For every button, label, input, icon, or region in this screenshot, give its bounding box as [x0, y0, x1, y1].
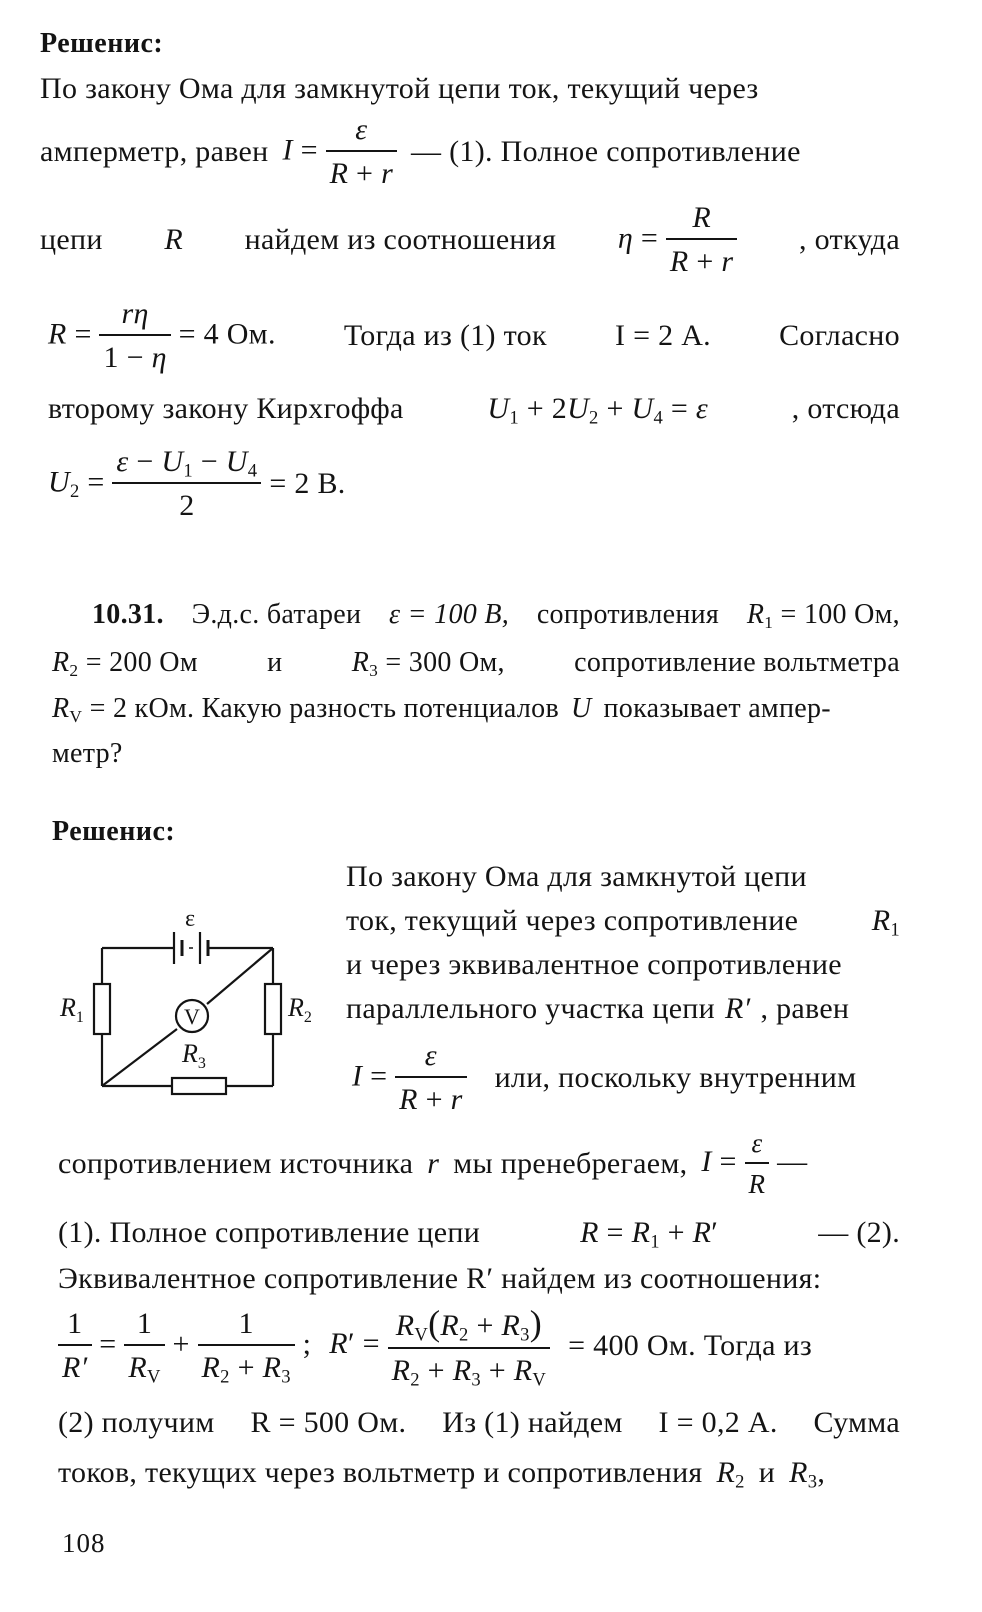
text-line	[48, 386, 900, 432]
problem-statement-line	[92, 596, 900, 634]
text-fragment: (2) получим	[58, 1406, 215, 1439]
formula-kirchhoff: $U_1 + 2U_2 + U_4 = \varepsilon$	[487, 392, 709, 429]
formula-r2: $R_2 = 200$ Ом	[52, 647, 198, 681]
solution-heading-2: Решенис:	[52, 816, 176, 847]
text-line	[58, 1126, 900, 1202]
text-fragment: = 4 Ом.	[178, 316, 276, 350]
resistor-r3	[172, 1078, 226, 1094]
text-line	[58, 1300, 900, 1392]
text-fragment: , откуда	[799, 223, 900, 256]
text-fragment: параллельного участка цепи	[346, 992, 716, 1025]
page-number: 108	[62, 1528, 106, 1558]
text-fragment: цепи	[40, 223, 103, 256]
formula-efficiency: η = $\frac{R}{R + r}$	[618, 201, 737, 280]
text-line	[48, 442, 346, 526]
solution-heading-1: Решенис:	[40, 28, 164, 59]
formula-r-prime-value: R′ = $\frac{R_V(R_2 + R_3)}{R_2 + R_3 + R_V}$	[329, 1303, 550, 1389]
formula-current: I = $\frac{\varepsilon}{R + r}$	[352, 1039, 467, 1118]
text-fragment: сопротивление вольтметра	[574, 647, 900, 678]
text-line	[40, 196, 900, 284]
text-fragment: , равен	[760, 992, 850, 1025]
text-line	[352, 1036, 856, 1120]
voltmeter-label: V	[184, 1004, 200, 1029]
text-line	[40, 112, 801, 192]
text-fragment: Из (1) найдем	[442, 1406, 623, 1439]
text-fragment: сопротивлением источника	[58, 1147, 414, 1180]
text-fragment: — (2).	[818, 1216, 900, 1249]
formula-symbol: R	[164, 223, 183, 256]
text-line	[58, 1212, 900, 1254]
text-fragment: = 2 В.	[269, 467, 346, 500]
problem-statement-line	[52, 690, 900, 728]
text-fragment: Согласно	[779, 319, 900, 352]
formula-total-resistance: $R = R_1 + R'$	[580, 1216, 719, 1253]
formula-r3-symbol: $R_3$,	[789, 1456, 826, 1493]
text-fragment: мы пренебрегаем,	[453, 1147, 688, 1180]
text-fragment: Э.д.с. батареи	[191, 599, 362, 630]
text-fragment: и	[758, 1456, 776, 1489]
emf-label: ε	[185, 906, 196, 932]
text-line: Эквивалентное сопротивление R′ найдем из соотношения:	[58, 1262, 822, 1295]
text-fragment: , отсюда	[791, 392, 900, 425]
problem-statement-line: метр?	[52, 738, 123, 769]
text-fragment: или, поскольку внутренним	[494, 1061, 857, 1094]
formula-symbol: r	[427, 1147, 440, 1180]
formula-parallel: $\frac{1}{R'}$ = $\frac{1}{R_V}$ + $\frac{1}{R_2 + R_3}$ ;	[58, 1307, 311, 1386]
formula-symbol: U	[570, 693, 592, 724]
formula-current-simplified: I = $\frac{\varepsilon}{R}$ —	[701, 1127, 808, 1199]
problem-statement-line	[52, 644, 900, 682]
formula-emf: ε = 100 В,	[389, 599, 510, 630]
wire	[102, 1029, 177, 1086]
text-line: По закону Ома для замкнутой цепи ток, текущий через	[40, 72, 759, 105]
r3-label: $R_3$	[182, 1039, 206, 1072]
formula-rv: $R_V = 2$ кОм. Какую разность потенциалов	[52, 693, 559, 727]
formula-r-value: R = 500 Ом.	[250, 1406, 407, 1439]
r1-label: $R_1$	[60, 993, 84, 1026]
text-fragment: найдем из соотношения	[244, 223, 557, 256]
formula-r-prime: R′	[725, 992, 751, 1025]
text-line	[58, 1402, 900, 1444]
text-fragment: Тогда из (1) ток	[343, 319, 547, 352]
text-fragment: ток, текущий через сопротивление	[346, 904, 799, 937]
text-fragment: (1). Полное сопротивление цепи	[58, 1216, 481, 1249]
formula-r1: $R_1 = 100$ Ом,	[746, 599, 900, 633]
formula-r1: $R_1$	[871, 904, 900, 941]
text-fragment: показывает ампер-	[603, 693, 831, 724]
text-fragment: Сумма	[813, 1406, 900, 1439]
text-fragment: второму закону Кирхгоффа	[48, 392, 404, 425]
resistor-r1	[94, 984, 110, 1034]
text-line	[346, 904, 900, 941]
formula-r3: $R_3 = 300$ Ом,	[351, 647, 505, 681]
text-fragment: — (1). Полное сопротивление	[411, 135, 801, 168]
text-line	[346, 992, 900, 1026]
formula-i-value: I = 0,2 А.	[658, 1406, 778, 1439]
resistor-r2	[265, 984, 281, 1034]
formula-resistance: R = $\frac{r\eta}{1 - \eta}$ = 4 Ом.	[48, 296, 276, 374]
text-fragment: амперметр, равен	[40, 135, 269, 168]
formula-current-value: I = 2 А.	[614, 319, 711, 352]
text-fragment: = 400 Ом. Тогда из	[568, 1329, 812, 1362]
formula-r2-symbol: $R_2$	[716, 1456, 745, 1493]
text-line: и через эквивалентное сопротивление	[346, 948, 842, 981]
problem-number: 10.31.	[92, 599, 164, 630]
r2-label: $R_2$	[288, 993, 312, 1026]
text-fragment: токов, текущих через вольтметр и сопротивления	[58, 1456, 703, 1489]
formula-current: I = $\frac{\varepsilon}{R + r}$	[282, 113, 397, 192]
text-fragment: сопротивления	[536, 599, 720, 630]
text-fragment: По закону Ома для замкнутой цепи	[346, 860, 807, 893]
wire	[207, 948, 273, 1004]
text-line	[58, 1452, 900, 1494]
formula-u2: $U_2$ = $\frac{\varepsilon - U_1 - U_4}{2}$	[48, 445, 261, 524]
text-line	[48, 294, 900, 378]
text-line	[346, 860, 900, 894]
circuit-diagram	[52, 896, 342, 1116]
text-fragment: и	[267, 647, 283, 678]
